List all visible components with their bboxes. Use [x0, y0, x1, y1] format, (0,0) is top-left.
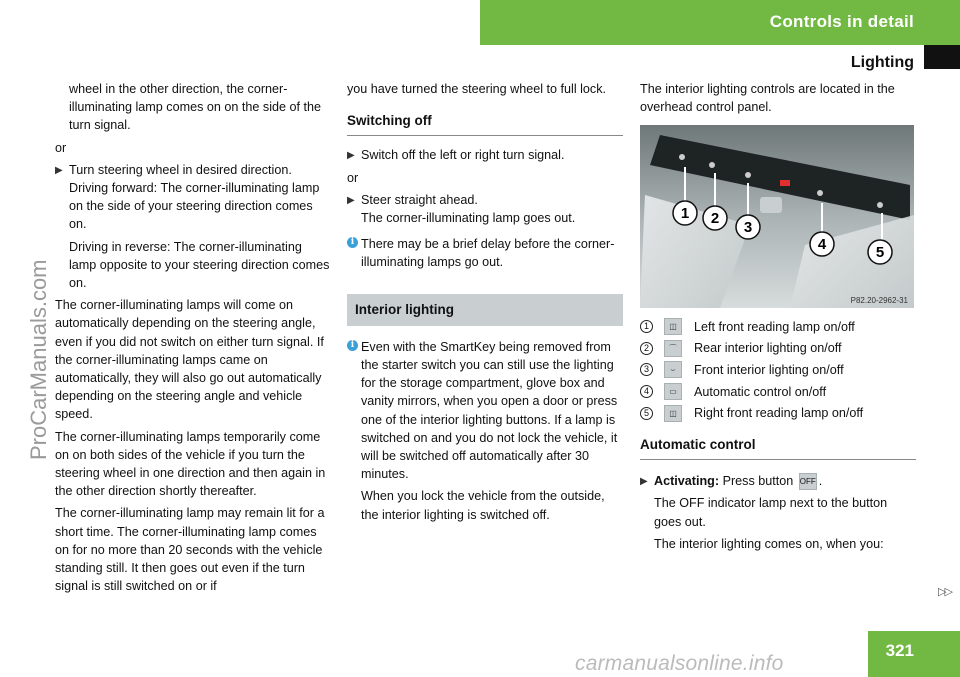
legend-text: Front interior lighting on/off — [694, 362, 844, 377]
legend-number: 3 — [640, 363, 653, 376]
arrow-icon: ▶ — [55, 164, 63, 176]
info-note — [347, 338, 623, 484]
bottom-watermark: carmanualsonline.info — [575, 652, 784, 675]
callout-1: 1 — [680, 205, 690, 222]
side-watermark: ProCarManuals.com — [26, 259, 51, 460]
legend-text: Right front reading lamp on/off — [694, 406, 864, 421]
legend-text: Left front reading lamp on/off — [694, 319, 855, 334]
paragraph: The corner-illuminating lamps will come on automatically depending on the steering angle, even if you did not switch on either turn signal. If the corner-illuminating lamps came on automatically, they will also go out automatically depending on the steering angle and vehicle speed. — [55, 298, 324, 422]
callout-3: 3 — [743, 219, 753, 236]
control-panel-illustration — [640, 125, 914, 308]
next-page-icon: ▷▷ — [938, 586, 951, 598]
front-light-icon: ⌣ — [664, 361, 682, 378]
heading-switching-off: Switching off — [347, 112, 623, 136]
paragraph: The corner-illuminating lamp may remain lit for a short time. The corner-illuminating lamp comes on for no more than 20 seconds with the vehicle standing still. It then goes out even if the turn signal is still switched on or if — [55, 506, 325, 594]
bullet-item — [55, 161, 332, 234]
paragraph: When you lock the vehicle from the outside, the interior lighting is switched off. — [361, 489, 605, 522]
reading-lamp-icon: ◫ — [664, 405, 682, 422]
column-3-auto — [640, 430, 916, 557]
arrow-icon: ▶ — [347, 194, 355, 206]
legend-item — [640, 338, 916, 360]
activating-label: Activating: — [654, 474, 720, 489]
activating-text: Press button — [722, 474, 794, 489]
heading-interior-lighting: Interior lighting — [347, 294, 623, 326]
arrow-icon: ▶ — [347, 150, 355, 162]
paragraph: wheel in the other direction, the corner-illuminating lamp comes on on the side of the turn signal. — [69, 82, 322, 133]
paragraph: The interior lighting controls are located in the overhead control panel. — [640, 82, 895, 115]
legend-number: 2 — [640, 342, 653, 355]
legend-list — [640, 316, 916, 424]
rear-light-icon: ⌒ — [664, 340, 682, 357]
page-number: 321 — [885, 641, 914, 660]
legend-text: Rear interior lighting on/off — [694, 341, 842, 356]
column-3-intro — [640, 80, 916, 120]
paragraph: you have turned the steering wheel to full lock. — [347, 82, 607, 96]
legend-item — [640, 316, 916, 338]
auto-control-icon: ▭ — [664, 383, 682, 400]
photo-code: P82.20-2962-31 — [850, 296, 908, 305]
bullet-text: Steer straight ahead. — [361, 192, 478, 207]
legend-number: 5 — [640, 407, 653, 420]
arrow-icon: ▶ — [640, 476, 648, 488]
legend-number: 4 — [640, 385, 653, 398]
info-icon: i — [347, 237, 358, 248]
bullet-item — [347, 191, 623, 209]
legend-item — [640, 381, 916, 403]
legend-item — [640, 402, 916, 424]
info-note — [347, 235, 623, 271]
paragraph: Driving in reverse: The corner-illuminating lamp opposite to your steering direction comes on. — [69, 239, 330, 291]
section-title: Lighting — [850, 54, 914, 71]
legend-text: Automatic control on/off — [694, 384, 827, 399]
page-number-box — [868, 631, 960, 677]
or-text: or — [55, 140, 67, 155]
legend-number: 1 — [640, 320, 653, 333]
column-1 — [55, 80, 332, 599]
paragraph: The OFF indicator lamp next to the button goes out. — [654, 496, 888, 529]
section-tab — [924, 45, 960, 69]
reading-lamp-icon: ◫ — [664, 318, 682, 335]
info-icon: i — [347, 340, 358, 351]
overhead-control-panel-photo — [640, 125, 914, 308]
column-2 — [347, 80, 623, 528]
legend-item — [640, 359, 916, 381]
info-text: There may be a brief delay before the corner-illuminating lamps go out. — [361, 237, 615, 270]
callout-2: 2 — [710, 210, 720, 227]
chapter-title: Controls in detail — [769, 12, 914, 31]
bullet-text: Switch off the left or right turn signal. — [361, 148, 565, 163]
paragraph: The interior lighting comes on, when you: — [654, 536, 884, 551]
auto-control-button-icon: OFF — [799, 473, 817, 490]
or-text: or — [347, 170, 359, 185]
callout-5: 5 — [875, 244, 885, 261]
bullet-item — [347, 146, 623, 164]
bullet-item: ▶ Activating: Press button OFF . — [640, 472, 916, 490]
info-text: Even with the SmartKey being removed from the starter switch you can still use the lighting for the storage compartment, glove box and vanity mirrors, when you open a door or press one of the interior lighting buttons. If a lamp is switched on and you do not lock the vehicle, it will be switched off automatically after 30 minutes. — [361, 339, 618, 482]
paragraph: The corner-illuminating lamps temporarily come on on both sides of the vehicle if you turn the steering wheel in one direction and then again in the other direction shortly thereafter. — [55, 429, 326, 499]
heading-automatic-control: Automatic control — [640, 436, 916, 460]
paragraph: The corner-illuminating lamp goes out. — [361, 211, 576, 226]
callout-4: 4 — [817, 236, 827, 253]
bullet-text: Turn steering wheel in desired direction. Driving forward: The corner-illuminating lamp on the side of your steering direction comes on. — [69, 162, 320, 232]
